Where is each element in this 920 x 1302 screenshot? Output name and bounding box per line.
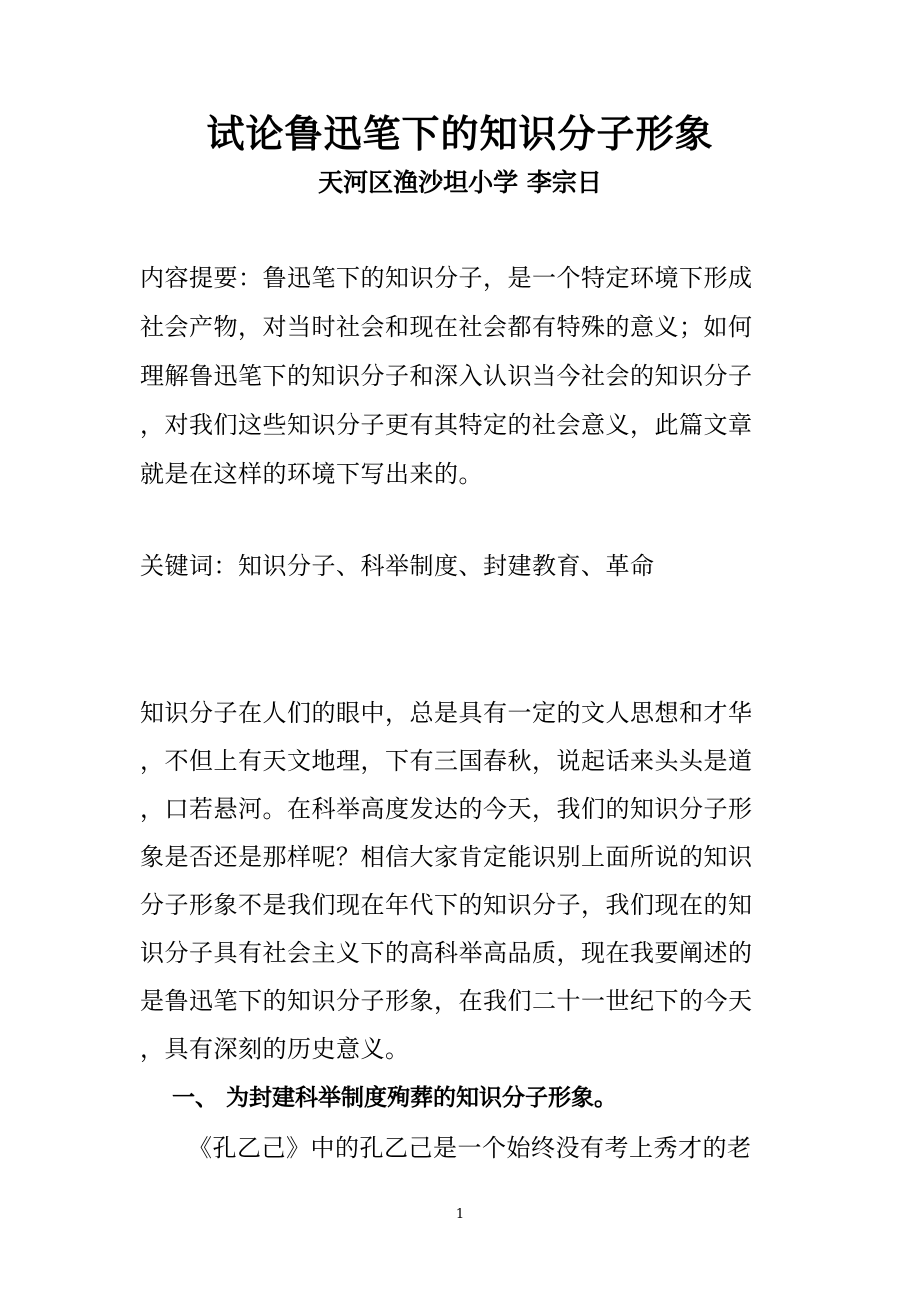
page-number: 1 — [455, 1207, 465, 1222]
body-line: 识分子具有社会主义下的高科举高品质，现在我要阐述的 — [140, 939, 753, 967]
keywords-line: 关键词：知识分子、科举制度、封建教育、革命 — [140, 552, 655, 580]
section-heading: 一、 为封建科举制度殉葬的知识分子形象。 — [172, 1085, 618, 1111]
body-line: ，不但上有天文地理，下有三国春秋，说起话来头头是道 — [140, 747, 753, 775]
abstract-line: 内容提要：鲁迅笔下的知识分子，是一个特定环境下形成 — [140, 264, 753, 292]
body-line: ，具有深刻的历史意义。 — [140, 1035, 410, 1063]
author-line: 天河区渔沙坦小学 李宗日 — [318, 168, 602, 197]
body-line: 象是否还是那样呢？相信大家肯定能识别上面所说的知识 — [140, 843, 753, 871]
body-line: ，口若悬河。在科举高度发达的今天，我们的知识分子形 — [140, 795, 753, 823]
body-line: 知识分子在人们的眼中，总是具有一定的文人思想和才华 — [140, 699, 753, 727]
abstract-line: ，对我们这些知识分子更有其特定的社会意义，此篇文章 — [140, 411, 753, 439]
abstract-line: 理解鲁迅笔下的知识分子和深入认识当今社会的知识分子 — [140, 362, 753, 390]
document-title: 试论鲁迅笔下的知识分子形象 — [206, 112, 714, 156]
body-line: 是鲁迅笔下的知识分子形象，在我们二十一世纪下的今天 — [140, 987, 753, 1015]
body-line: 《孔乙己》中的孔乙己是一个始终没有考上秀才的老 — [188, 1134, 752, 1162]
body-line: 分子形象不是我们现在年代下的知识分子，我们现在的知 — [140, 891, 753, 919]
abstract-line: 就是在这样的环境下写出来的。 — [140, 460, 483, 488]
abstract-line: 社会产物，对当时社会和现在社会都有特殊的意义；如何 — [140, 313, 753, 341]
